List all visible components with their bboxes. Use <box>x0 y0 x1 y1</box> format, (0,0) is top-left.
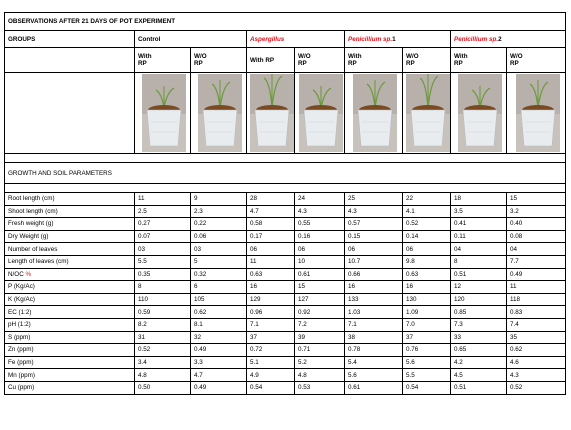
table-cell: 7.2 <box>295 318 345 331</box>
parameter-label <box>5 306 135 319</box>
table-cell: 8 <box>451 255 507 268</box>
pot-photo <box>451 73 507 154</box>
treatment-subheader <box>295 48 345 73</box>
table-cell: 0.15 <box>345 230 403 243</box>
subheader-line1: W/O <box>510 53 523 60</box>
group-name: Penicillium sp. <box>348 35 393 43</box>
parameter-label-text: Cu (ppm) <box>8 384 35 392</box>
table-cell: 39 <box>295 331 345 344</box>
treatment-subheader <box>247 48 295 73</box>
parameter-label <box>5 344 135 357</box>
table-body <box>5 13 566 395</box>
table-row <box>5 306 566 319</box>
table-cell: 18 <box>451 193 507 206</box>
table-cell: 0.52 <box>403 218 451 231</box>
parameter-label <box>5 281 135 294</box>
table-cell: 4.9 <box>247 369 295 382</box>
table-cell: 33 <box>451 331 507 344</box>
table-row <box>5 344 566 357</box>
parameter-label-text: Length of leaves (cm) <box>8 258 69 266</box>
pot-photo-graphic <box>406 74 450 152</box>
table-cell: 0.51 <box>451 381 507 394</box>
table-row <box>5 281 566 294</box>
parameter-label-text: Fresh weight (g) <box>8 220 54 228</box>
table-cell: 8.2 <box>135 318 191 331</box>
pot-photo-graphic <box>250 74 294 152</box>
treatment-subheader <box>135 48 191 73</box>
table-cell: 10 <box>295 255 345 268</box>
table-cell: 0.85 <box>451 306 507 319</box>
table-cell: 129 <box>247 293 295 306</box>
table-cell: 120 <box>451 293 507 306</box>
parameter-label <box>5 369 135 382</box>
table-cell: 11 <box>507 281 566 294</box>
table-cell: 0.49 <box>191 381 247 394</box>
table-cell: 0.76 <box>403 344 451 357</box>
table-cell: 06 <box>295 243 345 256</box>
table-cell: 0.83 <box>507 306 566 319</box>
subheader-line1: W/O <box>298 53 311 60</box>
table-cell: 4.8 <box>295 369 345 382</box>
table-cell: 8 <box>135 281 191 294</box>
table-row <box>5 230 566 243</box>
parameter-label <box>5 356 135 369</box>
subheader-line2: RP <box>348 60 357 67</box>
title-row <box>5 13 566 31</box>
subheader-line1: With <box>454 53 468 60</box>
parameter-label <box>5 205 135 218</box>
table-row <box>5 268 566 281</box>
table-cell: 0.96 <box>247 306 295 319</box>
table-cell: 0.62 <box>191 306 247 319</box>
table-cell: 4.8 <box>135 369 191 382</box>
pot-photo <box>295 73 345 154</box>
table-cell: 0.71 <box>295 344 345 357</box>
table-cell: 0.63 <box>403 268 451 281</box>
pot-photo <box>507 73 566 154</box>
parameter-label <box>5 243 135 256</box>
treatment-subheader <box>345 48 403 73</box>
table-cell: 0.55 <box>295 218 345 231</box>
table-cell: 0.49 <box>507 268 566 281</box>
group-penicillium-1 <box>345 31 451 48</box>
table-cell: 7.3 <box>451 318 507 331</box>
table-cell: 6 <box>191 281 247 294</box>
table-cell: 110 <box>135 293 191 306</box>
table-cell: 5.5 <box>135 255 191 268</box>
table-cell: 0.27 <box>135 218 191 231</box>
table-cell: 5.4 <box>345 356 403 369</box>
table-row <box>5 205 566 218</box>
subheader-line2: RP <box>194 60 203 67</box>
table-cell: 4.3 <box>295 205 345 218</box>
table-row <box>5 381 566 394</box>
pot-photo-graphic <box>142 74 186 152</box>
parameter-label-text: N/OC <box>8 270 26 278</box>
subheader-line1: W/O <box>406 53 419 60</box>
parameter-label-text: Number of leaves <box>8 245 58 253</box>
table-cell: 0.65 <box>451 344 507 357</box>
table-cell: 0.17 <box>247 230 295 243</box>
parameter-label <box>5 193 135 206</box>
parameter-label-text: K (Kg/Ac) <box>8 296 35 304</box>
table-cell: 0.59 <box>135 306 191 319</box>
table-cell: 4.3 <box>345 205 403 218</box>
table-cell: 5.5 <box>403 369 451 382</box>
subheader-blank <box>5 48 135 73</box>
spacer-row <box>5 154 566 163</box>
table-cell: 0.58 <box>247 218 295 231</box>
table-cell: 24 <box>295 193 345 206</box>
table-cell: 0.92 <box>295 306 345 319</box>
treatment-subheader <box>403 48 451 73</box>
groups-row <box>5 31 566 48</box>
table-cell: 5 <box>191 255 247 268</box>
treatment-subheader <box>507 48 566 73</box>
table-row <box>5 318 566 331</box>
table-cell: 03 <box>191 243 247 256</box>
table-cell: 37 <box>247 331 295 344</box>
parameter-label <box>5 268 135 281</box>
table-cell: 3.5 <box>451 205 507 218</box>
table-cell: 0.14 <box>403 230 451 243</box>
subheader-line2: RP <box>138 60 147 67</box>
table-cell: 31 <box>135 331 191 344</box>
table-cell: 0.52 <box>135 344 191 357</box>
parameter-label-text: Zn (ppm) <box>8 346 34 354</box>
table-cell: 0.52 <box>507 381 566 394</box>
table-cell: 9 <box>191 193 247 206</box>
treatment-subheader-row <box>5 48 566 73</box>
table-cell: 0.57 <box>345 218 403 231</box>
spacer-row <box>5 184 566 193</box>
table-cell: 16 <box>345 281 403 294</box>
treatment-subheader <box>451 48 507 73</box>
table-cell: 4.6 <box>507 356 566 369</box>
table-cell: 3.4 <box>135 356 191 369</box>
parameter-label-text: S (ppm) <box>8 333 31 341</box>
table-cell: 0.51 <box>451 268 507 281</box>
group-suffix: 1 <box>392 35 396 43</box>
parameter-label <box>5 331 135 344</box>
group-control <box>135 31 247 48</box>
table-cell: 38 <box>345 331 403 344</box>
table-cell: 4.3 <box>507 369 566 382</box>
table-cell: 0.63 <box>247 268 295 281</box>
table-cell: 15 <box>507 193 566 206</box>
table-cell: 06 <box>247 243 295 256</box>
table-cell: 4.7 <box>191 369 247 382</box>
table-cell: 105 <box>191 293 247 306</box>
table-cell: 0.72 <box>247 344 295 357</box>
table-cell: 0.53 <box>295 381 345 394</box>
pot-photo <box>135 73 191 154</box>
groups-label: GROUPS <box>5 31 135 48</box>
parameter-label <box>5 230 135 243</box>
group-name: Control <box>138 35 161 43</box>
pot-photo <box>403 73 451 154</box>
table-row <box>5 243 566 256</box>
table-cell: 15 <box>295 281 345 294</box>
subheader-line1: W/O <box>194 53 207 60</box>
parameter-label <box>5 293 135 306</box>
pot-photo-graphic <box>516 74 560 152</box>
parameter-label-text: Fe (ppm) <box>8 359 34 367</box>
parameter-label-text: Shoot length (cm) <box>8 207 58 215</box>
table-cell: 5.1 <box>247 356 295 369</box>
table-cell: 25 <box>345 193 403 206</box>
table-cell: 1.09 <box>403 306 451 319</box>
pot-photo <box>345 73 403 154</box>
table-cell: 10.7 <box>345 255 403 268</box>
table-cell: 2.5 <box>135 205 191 218</box>
table-cell: 0.35 <box>135 268 191 281</box>
table-cell: 0.78 <box>345 344 403 357</box>
table-cell: 0.54 <box>247 381 295 394</box>
table-cell: 127 <box>295 293 345 306</box>
table-cell: 130 <box>403 293 451 306</box>
table-cell: 0.61 <box>295 268 345 281</box>
table-cell: 8.1 <box>191 318 247 331</box>
subheader-line2: RP <box>510 60 519 67</box>
table-cell: 06 <box>403 243 451 256</box>
table-row <box>5 369 566 382</box>
table-cell: 7.1 <box>345 318 403 331</box>
parameter-label <box>5 255 135 268</box>
table-cell: 03 <box>135 243 191 256</box>
treatment-subheader <box>191 48 247 73</box>
table-cell: 118 <box>507 293 566 306</box>
table-cell: 0.06 <box>191 230 247 243</box>
parameter-label <box>5 318 135 331</box>
table-cell: 0.62 <box>507 344 566 357</box>
parameter-label-unit: % <box>25 270 32 278</box>
pot-photo-graphic <box>353 74 397 152</box>
section-label: GROWTH AND SOIL PARAMETERS <box>5 163 566 184</box>
group-name: Penicillium sp. <box>454 35 499 43</box>
group-aspergillus <box>247 31 345 48</box>
table-cell: 22 <box>403 193 451 206</box>
table-row <box>5 356 566 369</box>
table-cell: 12 <box>451 281 507 294</box>
table-cell: 4.2 <box>451 356 507 369</box>
subheader-line2: RP <box>406 60 415 67</box>
table-row <box>5 293 566 306</box>
table-cell: 0.40 <box>507 218 566 231</box>
table-cell: 0.66 <box>345 268 403 281</box>
table-cell: 7.1 <box>247 318 295 331</box>
table-cell: 11 <box>247 255 295 268</box>
pot-photo-graphic <box>198 74 242 152</box>
table-cell: 7.0 <box>403 318 451 331</box>
table-cell: 7.4 <box>507 318 566 331</box>
section-row <box>5 163 566 184</box>
table-cell: 0.49 <box>191 344 247 357</box>
table-cell: 0.32 <box>191 268 247 281</box>
parameter-label-text: Mn (ppm) <box>8 371 35 379</box>
table-cell: 4.1 <box>403 205 451 218</box>
table-cell: 4.7 <box>247 205 295 218</box>
table-cell: 16 <box>247 281 295 294</box>
pot-image-row <box>5 73 566 154</box>
parameter-label-text: P (Kg/Ac) <box>8 283 35 291</box>
subheader-line2: RP <box>298 60 307 67</box>
table-cell: 04 <box>507 243 566 256</box>
parameter-label-text: Root length (cm) <box>8 195 55 203</box>
table-cell: 0.50 <box>135 381 191 394</box>
parameter-label-text: EC (1:2) <box>8 308 32 316</box>
table-cell: 0.61 <box>345 381 403 394</box>
subheader-line1: With <box>138 53 152 60</box>
subheader-line2: RP <box>454 60 463 67</box>
table-cell: 7.7 <box>507 255 566 268</box>
group-suffix: 2 <box>498 35 502 43</box>
pot-photo <box>247 73 295 154</box>
table-cell: 11 <box>135 193 191 206</box>
table-cell: 5.2 <box>295 356 345 369</box>
group-penicillium-2 <box>451 31 566 48</box>
table-cell: 35 <box>507 331 566 344</box>
table-cell: 06 <box>345 243 403 256</box>
parameter-label-text: Dry Weight (g) <box>8 233 49 241</box>
table-cell: 3.3 <box>191 356 247 369</box>
table-cell: 5.6 <box>345 369 403 382</box>
image-blank <box>5 73 135 154</box>
pot-photo-graphic <box>299 74 343 152</box>
table-cell: 3.2 <box>507 205 566 218</box>
table-cell: 32 <box>191 331 247 344</box>
observation-table <box>4 12 566 395</box>
table-cell: 04 <box>451 243 507 256</box>
pot-photo <box>191 73 247 154</box>
table-cell: 0.54 <box>403 381 451 394</box>
table-cell: 1.03 <box>345 306 403 319</box>
table-cell: 0.41 <box>451 218 507 231</box>
table-row <box>5 193 566 206</box>
subheader-line1: With RP <box>250 56 275 64</box>
table-cell: 5.6 <box>403 356 451 369</box>
parameter-label-text: pH (1:2) <box>8 321 31 329</box>
table-row <box>5 255 566 268</box>
group-name: Aspergillus <box>250 35 285 43</box>
table-row <box>5 218 566 231</box>
parameter-label <box>5 381 135 394</box>
table-cell: 0.16 <box>295 230 345 243</box>
pot-photo-graphic <box>458 74 502 152</box>
table-cell: 2.3 <box>191 205 247 218</box>
table-cell: 37 <box>403 331 451 344</box>
table-cell: 0.07 <box>135 230 191 243</box>
table-cell: 9.8 <box>403 255 451 268</box>
parameter-label <box>5 218 135 231</box>
table-cell: 4.5 <box>451 369 507 382</box>
table-cell: 16 <box>403 281 451 294</box>
table-row <box>5 331 566 344</box>
table-cell: 0.22 <box>191 218 247 231</box>
table-title: OBSERVATIONS AFTER 21 DAYS OF POT EXPERIMENT <box>5 13 566 31</box>
table-cell: 0.08 <box>507 230 566 243</box>
table-cell: 0.11 <box>451 230 507 243</box>
table-cell: 28 <box>247 193 295 206</box>
subheader-line1: With <box>348 53 362 60</box>
table-cell: 133 <box>345 293 403 306</box>
